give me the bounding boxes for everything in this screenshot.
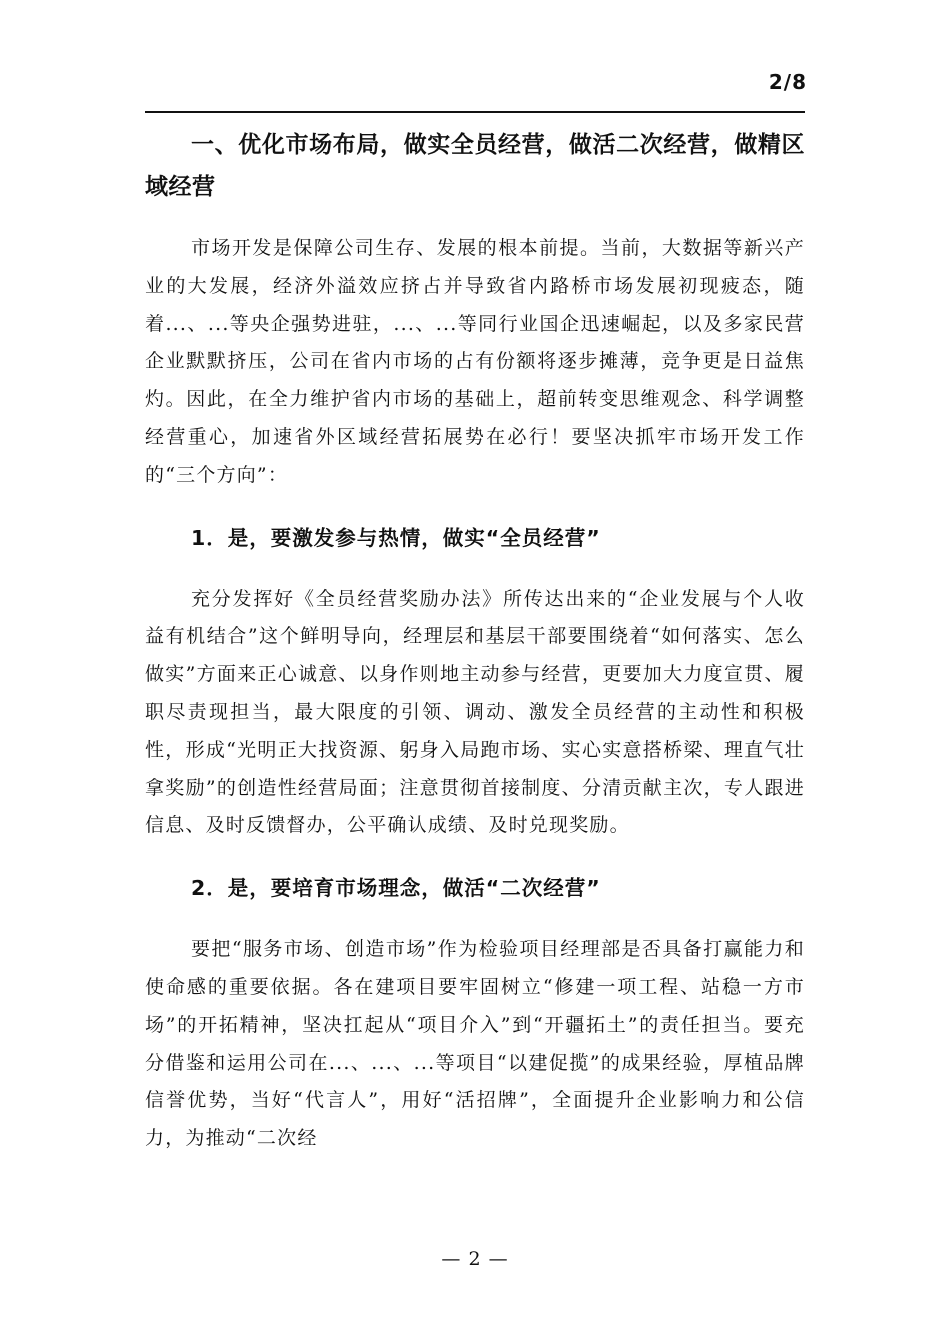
section-heading: 一、优化市场布局，做实全员经营，做活二次经营，做精区域经营 [145,132,805,200]
intro-paragraph: 市场开发是保障公司生存、发展的根本前提。当前，大数据等新兴产业的大发展，经济外溢效应挤占并导致省内路桥市场发展初现疲态，随着...、...等央企强势进驻，...、...等同行业国企迅速崛起，以及多家民营企业默默挤压，公司在省内市场的占有份额将逐步摊薄，竞争更是日益焦灼。因此，在全力维护省内市场的基础上，超前转变思维观念、科学调整经营重心，加速省外区域经营拓展势在必行！要坚决抓牢市场开发工作的“三个方向”： [145,237,805,486]
subsection-paragraph-all-staff: 充分发挥好《全员经营奖励办法》所传达出来的“企业发展与个人收益有机结合”这个鲜明导向，经理层和基层干部要围绕着“如何落实、怎么做实”方面来正心诚意、以身作则地主动参与经营，更要加大力度宣贯、履职尽责现担当，最大限度的引领、调动、激发全员经营的主动性和积极性，形成“光明正大找资源、躬身入局跑市场、实心实意搭桥梁、理直气壮拿奖励”的创造性经营局面；注意贯彻首接制度、分清贡献主次，专人跟进信息、及时反馈督办，公平确认成绩、及时兑现奖励。 [145,587,805,837]
page-number-footer: — 2 — [441,1248,509,1270]
subsection-heading-secondary: 2．是，要培育市场理念，做活“二次经营” [191,876,601,901]
subsection-heading-all-staff: 1．是，要激发参与热情，做实“全员经营” [191,525,601,550]
page-counter: 2/8 [768,70,807,94]
header-rule [145,111,805,113]
document-body [145,124,805,1158]
subsection-paragraph-secondary: 要把“服务市场、创造市场”作为检验项目经理部是否具备打赢能力和使命感的重要依据。各在建项目要牢固树立“修建一项工程、站稳一方市场”的开拓精神，坚决扛起从“项目介入”到“开疆拓土”的责任担当。要充分借鉴和运用公司在...、...、...等项目“以建促揽”的成果经验，厚植品牌信誉优势，当好“代言人”，用好“活招牌”，全面提升企业影响力和公信力，为推动“二次经 [145,938,805,1150]
